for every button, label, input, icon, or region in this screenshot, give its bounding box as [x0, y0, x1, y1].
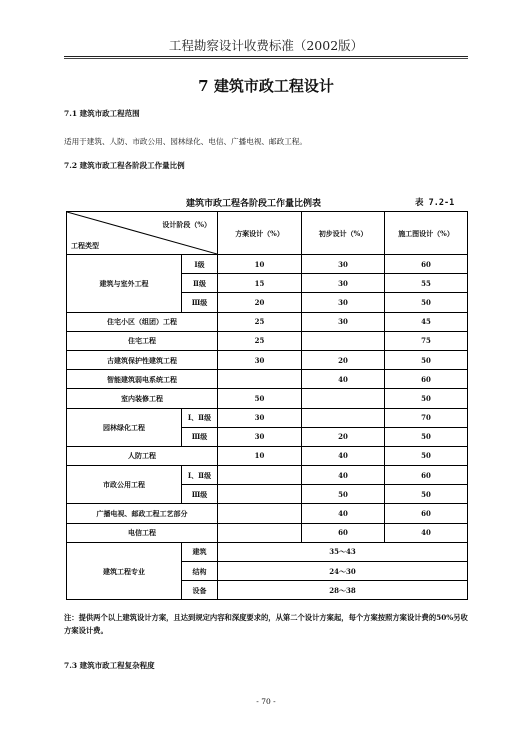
value-cell — [302, 389, 385, 408]
value-cell: 50 — [385, 293, 468, 312]
value-cell: 50 — [385, 485, 468, 504]
value-cell: 20 — [302, 350, 385, 369]
value-cell: 50 — [385, 389, 468, 408]
table-title: 建筑市政工程各阶段工作量比例表 — [186, 199, 322, 209]
discipline-cell: 结构 — [182, 562, 218, 581]
header-rule — [64, 56, 468, 57]
section-heading-7-2: 7.2 建筑市政工程各阶段工作量比例 — [64, 161, 185, 170]
section-heading-7-1: 7.1 建筑市政工程范围 — [64, 109, 140, 118]
running-header: 工程勘察设计收费标准（2002版） — [168, 38, 364, 53]
range-cell: 24～30 — [218, 562, 468, 581]
value-cell: 40 — [385, 523, 468, 542]
group-building-outdoor: 建筑与室外工程 — [67, 255, 182, 313]
value-cell — [218, 370, 302, 389]
value-cell: 30 — [302, 312, 385, 331]
chapter-title: 7 建筑市政工程设计 — [198, 77, 334, 95]
row-label: 广播电视、邮政工程工艺部分 — [67, 504, 218, 523]
page-number: - 70 - — [256, 697, 276, 706]
diag-label-stage: 设计阶段（%） — [162, 220, 212, 229]
value-cell: 30 — [302, 255, 385, 274]
table-header-row — [67, 212, 468, 255]
table-note: 注：提供两个以上建筑设计方案，且达到规定内容和深度要求的，从第二个设计方案起，每个方案按照方案设计费的50%另收方案设计费。 — [64, 613, 468, 635]
value-cell: 30 — [218, 408, 302, 427]
grade-cell: Ⅲ级 — [182, 427, 218, 446]
value-cell — [218, 485, 302, 504]
diag-label-type: 工程类型 — [71, 241, 99, 250]
value-cell: 50 — [385, 427, 468, 446]
row-label: 智能建筑弱电系统工程 — [67, 370, 218, 389]
value-cell: 10 — [218, 446, 302, 465]
section-7-1-text: 适用于建筑、人防、市政公用、园林绿化、电信、广播电视、邮政工程。 — [64, 137, 307, 146]
table-row — [67, 523, 468, 542]
table-row — [67, 255, 468, 274]
value-cell: 20 — [218, 293, 302, 312]
row-label: 古建筑保护性建筑工程 — [67, 350, 218, 369]
table-row — [67, 542, 468, 561]
value-cell — [218, 504, 302, 523]
value-cell: 40 — [302, 504, 385, 523]
value-cell: 30 — [218, 350, 302, 369]
col-header-preliminary: 初步设计（%） — [302, 212, 385, 255]
table-row — [67, 389, 468, 408]
value-cell: 75 — [385, 331, 468, 350]
value-cell — [218, 523, 302, 542]
diagonal-header-cell — [67, 212, 218, 255]
value-cell: 15 — [218, 274, 302, 293]
table-number: 表 7.2-1 — [415, 198, 455, 208]
col-header-scheme: 方案设计（%） — [218, 212, 302, 255]
grade-cell: Ⅱ级 — [182, 274, 218, 293]
value-cell: 40 — [302, 446, 385, 465]
row-label: 室内装修工程 — [67, 389, 218, 408]
value-cell — [218, 466, 302, 485]
grade-cell: Ⅲ级 — [182, 293, 218, 312]
table-row — [67, 350, 468, 369]
value-cell: 60 — [385, 504, 468, 523]
value-cell: 60 — [302, 523, 385, 542]
value-cell — [302, 331, 385, 350]
value-cell: 45 — [385, 312, 468, 331]
value-cell: 20 — [302, 427, 385, 446]
table-row — [67, 331, 468, 350]
grade-cell: Ⅲ级 — [182, 485, 218, 504]
value-cell: 50 — [385, 446, 468, 465]
value-cell: 25 — [218, 331, 302, 350]
row-label: 住宅工程 — [67, 331, 218, 350]
value-cell — [302, 408, 385, 427]
value-cell: 70 — [385, 408, 468, 427]
range-cell: 28～38 — [218, 581, 468, 600]
col-header-construction: 施工图设计（%） — [385, 212, 468, 255]
value-cell: 50 — [218, 389, 302, 408]
value-cell: 25 — [218, 312, 302, 331]
value-cell: 30 — [302, 293, 385, 312]
value-cell: 55 — [385, 274, 468, 293]
table-row — [67, 312, 468, 331]
group-building-major: 建筑工程专业 — [67, 542, 182, 600]
value-cell: 60 — [385, 370, 468, 389]
stage-ratio-table — [66, 211, 468, 600]
value-cell: 60 — [385, 255, 468, 274]
value-cell: 40 — [302, 466, 385, 485]
range-cell: 35～43 — [218, 542, 468, 561]
grade-cell: Ⅰ、Ⅱ级 — [182, 408, 218, 427]
discipline-cell: 设备 — [182, 581, 218, 600]
value-cell: 10 — [218, 255, 302, 274]
value-cell: 50 — [302, 485, 385, 504]
table-row — [67, 504, 468, 523]
value-cell: 30 — [302, 274, 385, 293]
row-label: 人防工程 — [67, 446, 218, 465]
value-cell: 60 — [385, 466, 468, 485]
header-rule-thin — [64, 58, 468, 59]
group-landscape: 园林绿化工程 — [67, 408, 182, 446]
row-label: 电信工程 — [67, 523, 218, 542]
grade-cell: Ⅰ、Ⅱ级 — [182, 466, 218, 485]
value-cell: 30 — [218, 427, 302, 446]
group-municipal: 市政公用工程 — [67, 466, 182, 504]
discipline-cell: 建筑 — [182, 542, 218, 561]
value-cell: 50 — [385, 350, 468, 369]
value-cell: 40 — [302, 370, 385, 389]
section-heading-7-3: 7.3 建筑市政工程复杂程度 — [64, 661, 155, 670]
table-row — [67, 466, 468, 485]
row-label: 住宅小区（组团）工程 — [67, 312, 218, 331]
grade-cell: Ⅰ级 — [182, 255, 218, 274]
table-row — [67, 408, 468, 427]
table-row — [67, 446, 468, 465]
table-row — [67, 370, 468, 389]
